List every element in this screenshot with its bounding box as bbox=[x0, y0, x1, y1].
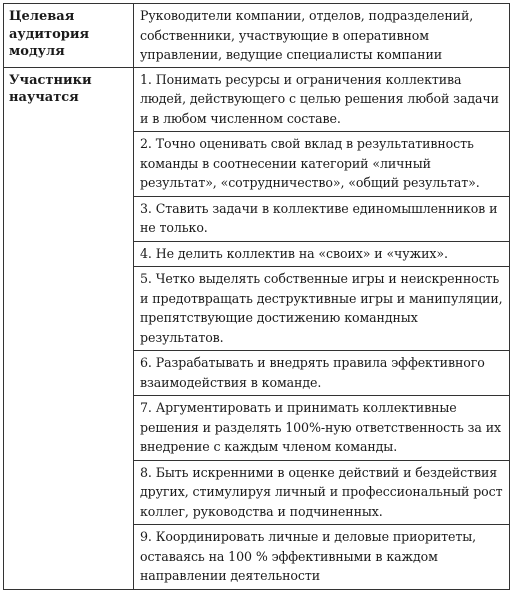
outcome-item: 8. Быть искренними в оценке действий и бездействия других, стимулируя личный и профессиональный рост коллег, руководства и подчиненных. bbox=[134, 460, 509, 525]
table-row-outcomes bbox=[4, 67, 510, 589]
outcome-item: 4. Не делить коллектив на «своих» и «чужих». bbox=[134, 241, 509, 267]
audience-cell bbox=[134, 4, 510, 68]
table-row-audience bbox=[4, 4, 510, 68]
outcome-item: 9. Координировать личные и деловые приоритеты, оставаясь на 100 % эффективными в каждом направлении деятельности bbox=[134, 524, 509, 589]
outcomes-label: Участники научатся bbox=[4, 67, 134, 589]
audience-label: Целевая аудитория модуля bbox=[4, 4, 134, 68]
outcomes-cell bbox=[134, 67, 510, 589]
outcome-item: 5. Четко выделять собственные игры и неискренность и предотвращать деструктивные игры и манипуляции, препятствующие достижению командных результатов. bbox=[134, 266, 509, 350]
audience-text: Руководители компании, отделов, подразделений, собственники, участвующие в оперативном управлении, ведущие специалисты компании bbox=[140, 8, 474, 62]
outcome-item: 1. Понимать ресурсы и ограничения коллектива людей, действующего с целью решения любой задачи и в любом численном составе. bbox=[140, 71, 499, 126]
outcome-item: 2. Точно оценивать свой вклад в результативность команды в соотнесении категорий «личный результат», «сотрудничество», «общий результат». bbox=[134, 131, 509, 196]
outcome-item: 6. Разрабатывать и внедрять правила эффективного взаимодействия в команде. bbox=[134, 350, 509, 395]
outcome-item: 3. Ставить задачи в коллективе единомышленников и не только. bbox=[134, 196, 509, 241]
outcome-item: 7. Аргументировать и принимать коллективные решения и разделять 100%-ную ответственность за их внедрение с каждым членом команды. bbox=[134, 395, 509, 460]
module-description-table bbox=[3, 3, 510, 590]
